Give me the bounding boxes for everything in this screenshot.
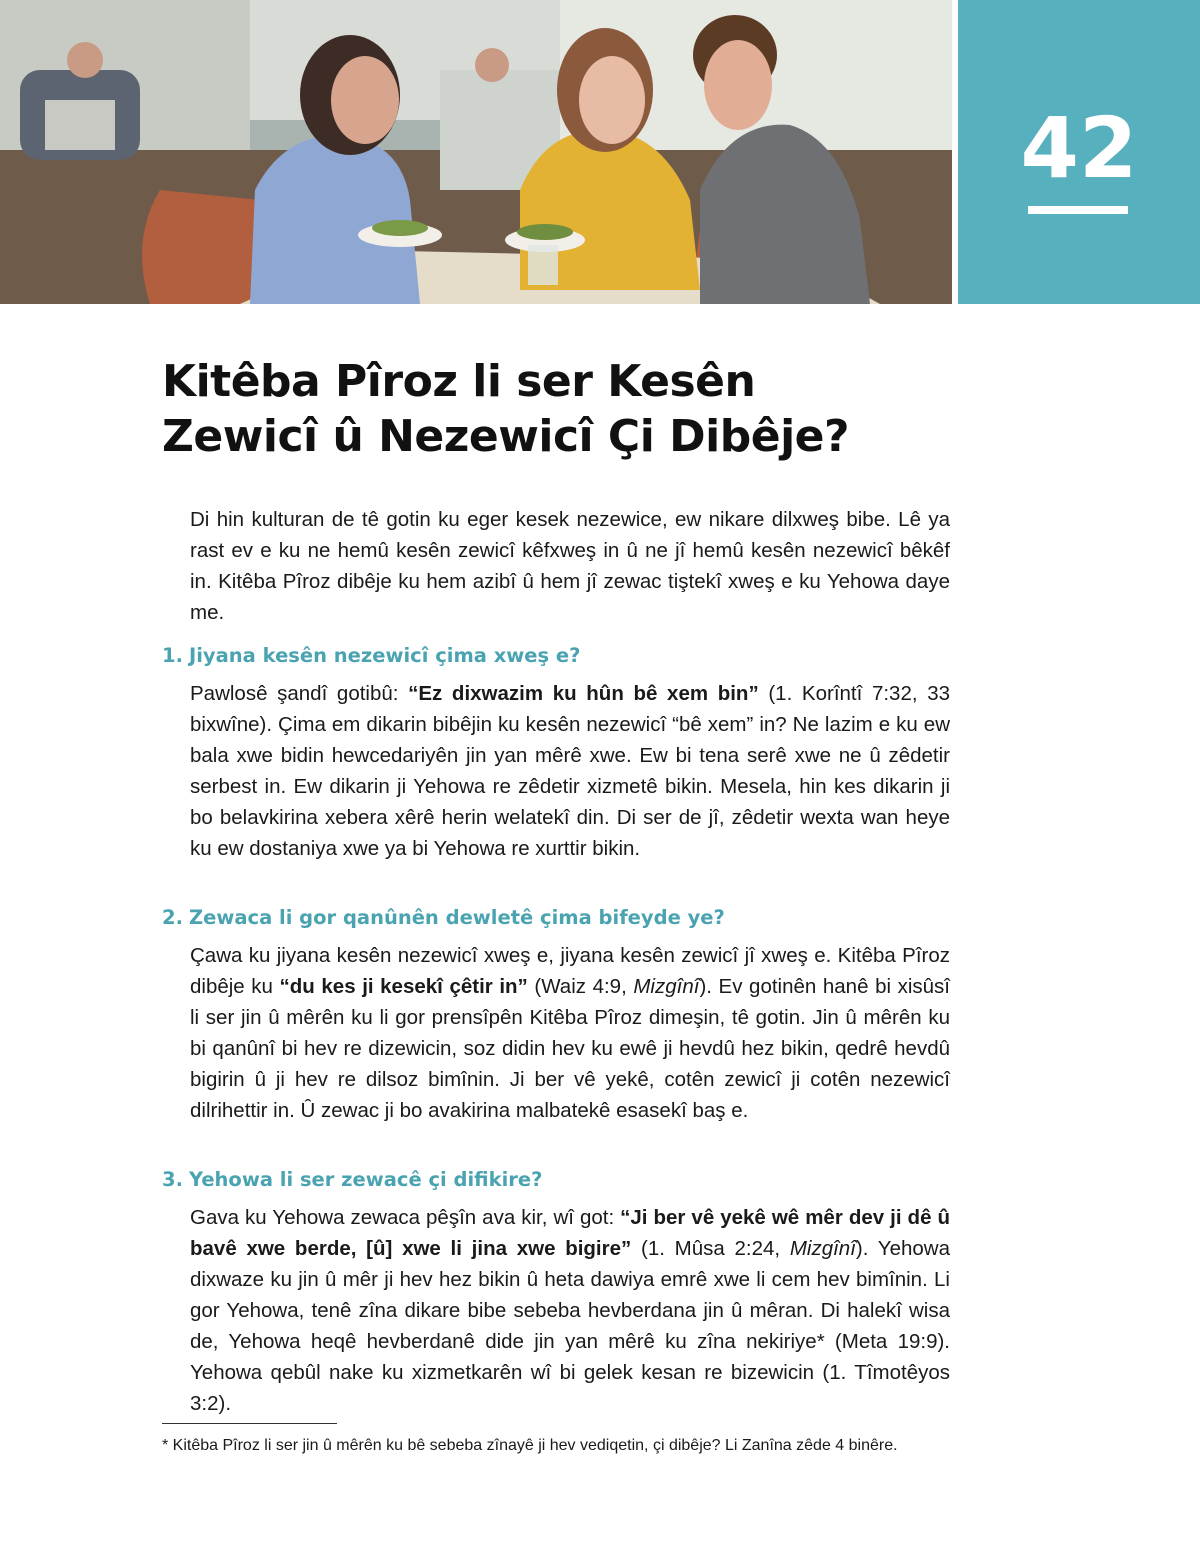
answer-3-citation-start: (1. Mûsa 2:24,	[631, 1237, 790, 1260]
cafe-scene-image	[0, 0, 952, 304]
answer-2-citation-start: (Waiz 4:9,	[527, 975, 634, 998]
answer-2-quote: “du kes ji kesekî çêtir in”	[279, 975, 528, 998]
page-title	[162, 354, 1062, 464]
answer-2-paragraph	[190, 940, 950, 1126]
question-3-heading	[162, 1166, 542, 1194]
answer-3-text-end: ). Yehowa dixwaze ku jin û mêr ji hev hez bikin û heta dawiya emrê xwe li cem hev bimînin. Li gor Yehowa, tenê zîna dikare bibe sebeba hevberdana jin û mêran. Di halekî wisa de, Yehowa heqê hevberdanê dide jin yan mêrê ku zîna nekiriye* (Meta 19:9). Yehowa qebûl nake ku xizmetkarên wî bi gelek kesan re bizewicin (1. Tîmotêyos 3:2).	[190, 1237, 950, 1415]
question-1-text: Jiyana kesên nezewicî çima xweş e?	[188, 644, 581, 667]
chapter-badge	[958, 0, 1200, 304]
title-line-1: Kitêba Pîroz li ser Kesên	[162, 356, 756, 407]
question-1-number: 1.	[162, 644, 183, 667]
intro-paragraph: Di hin kulturan de tê gotin ku eger kesek nezewice, ew nikare dilxweş bibe. Lê ya rast ev e ku ne hemû kesên zewicî kêfxweş in û ne jî hemû kesên nezewicî bêkêf in. Kitêba Pîroz dibêje ku hem azibî û hem jî zewac tiştekî xweş e ku Yehowa daye me.	[190, 508, 950, 624]
question-3-text: Yehowa li ser zewacê çi difikire?	[188, 1168, 543, 1191]
answer-3-source: Mizgînî	[789, 1237, 856, 1260]
footnote: * Kitêba Pîroz li ser jin û mêrên ku bê sebeba zînayê ji hev vediqetin, çi dibêje? Li Zanîna zêde 4 binêre.	[162, 1437, 898, 1454]
question-2-heading	[162, 904, 725, 932]
answer-2-source: Mizgînî	[633, 975, 700, 998]
header-photo	[0, 0, 952, 304]
question-2-text: Zewaca li gor qanûnên dewletê çima bifeyde ye?	[188, 906, 725, 929]
title-line-2: Zewicî û Nezewicî Çi Dibêje?	[162, 411, 850, 462]
answer-1-text-end: (1. Korîntî 7:32, 33 bixwîne). Çima em dikarin bibêjin ku kesên nezewicî “bê xem” in? Ne lazim e ku ew bala xwe bidin hewcedariyên jin yan mêrê xwe. Ew bi tena serê xwe ne û zêdetir serbest in. Ew dikarin ji Yehowa re zêdetir xizmetê bikin. Mesela, hin kes dikarin ji bo belavkirina xebera xêrê herin welatekî din. Di ser de jî, zêdetir wexta wan heye ku ew dostaniya xwe ya bi Yehowa re xurttir bikin.	[190, 682, 950, 860]
question-1-heading	[162, 642, 580, 670]
answer-2-text-start: Çawa ku jiyana kesên nezewicî xweş e, jiyana kesên zewicî jî xweş e. Kitêba Pîroz dibêje ku	[190, 944, 950, 998]
answer-3-paragraph	[190, 1202, 950, 1419]
answer-1-text-start: Pawlosê şandî gotibû:	[190, 682, 409, 705]
answer-1-quote: “Ez dixwazim ku hûn bê xem bin”	[408, 682, 759, 705]
question-2-number: 2.	[162, 906, 183, 929]
chapter-number-underline	[1028, 206, 1128, 214]
answer-2-text-end: ). Ev gotinên hanê bi xisûsî li ser jin û mêrên ku li gor prensîpên Kitêba Pîroz dimeşin, tê gotin. Jin û mêrên ku bi qanûnî bi hev re dizewicin, soz didin hev ku ewê ji hevdû hez bikin, qedrê hevdû bigirin û ji hev re dilsoz bimînin. Ji ber vê yekê, cotên zewicî ji cotên nezewicî dilrihettir in. Û zewac ji bo avakirina malbatekê esasekî baş e.	[190, 975, 950, 1122]
answer-1-paragraph	[190, 678, 950, 864]
answer-3-quote: “Ji ber vê yekê wê mêr dev ji dê û bavê xwe berde, [û] xwe li jina xwe bigire”	[190, 1206, 950, 1260]
answer-3-text-start: Gava ku Yehowa zewaca pêşîn ava kir, wî got:	[190, 1206, 621, 1229]
footnote-divider	[162, 1423, 337, 1424]
question-3-number: 3.	[162, 1168, 183, 1191]
chapter-number: 42	[1020, 99, 1138, 197]
